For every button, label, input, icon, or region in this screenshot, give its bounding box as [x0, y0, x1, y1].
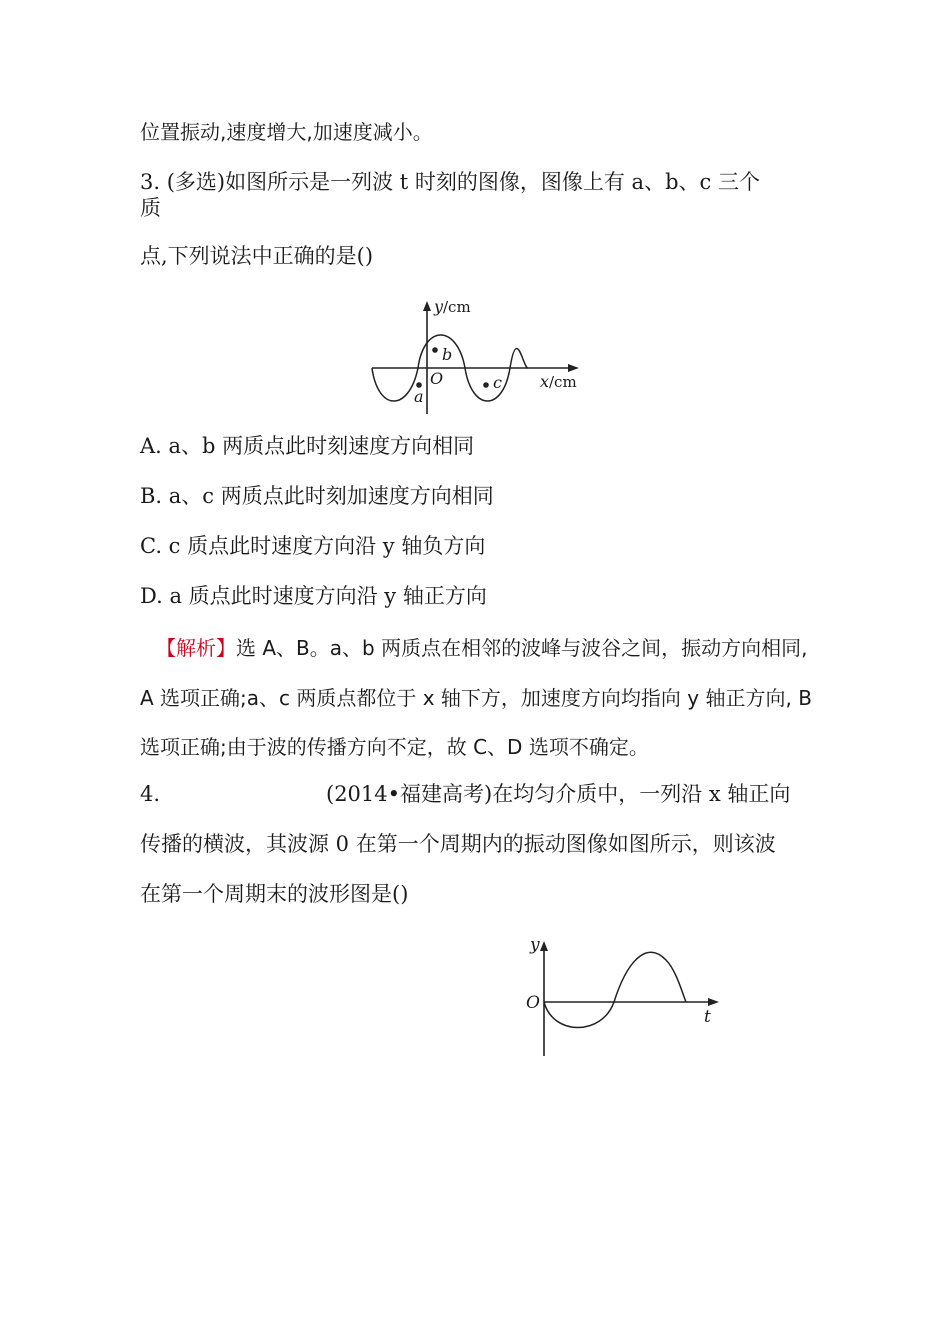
vibration-figure: [520, 936, 730, 1061]
option-d: D. a 质点此时速度方向沿 y 轴正方向: [140, 584, 487, 608]
answer-line-3: 选项正确;由于波的传播方向不定，故 C、D 选项不确定。: [140, 735, 649, 759]
point-a-label: a: [414, 387, 424, 406]
y-axis-label: y: [530, 935, 540, 955]
x-axis-arrow: [568, 364, 579, 372]
y-axis-arrow: [423, 301, 431, 311]
point-b: [432, 347, 438, 353]
y-axis-unit: /cm: [443, 298, 471, 316]
point-b-label: b: [442, 345, 453, 364]
t-axis-label: t: [704, 1007, 711, 1027]
origin-label: O: [430, 369, 444, 388]
question-4-line: 在第一个周期末的波形图是(): [140, 882, 409, 906]
vibration-curve: [544, 952, 686, 1027]
text-line: 位置振动,速度增大,加速度减小。: [140, 120, 433, 144]
answer-text: 选 A、B。a、b 两质点在相邻的波峰与波谷之间，振动方向相同,: [236, 636, 808, 660]
wave-figure: [360, 296, 590, 416]
question-3-line: 点,下列说法中正确的是(): [140, 244, 374, 268]
question-3-line: 3. (多选)如图所示是一列波 t 时刻的图像，图像上有 a、b、c 三个: [140, 170, 760, 194]
question-3-line: 质: [140, 196, 161, 220]
option-b: B. a、c 两质点此时刻加速度方向相同: [140, 484, 494, 508]
question-4-line: (2014•福建高考)在均匀介质中，一列沿 x 轴正向: [326, 782, 791, 806]
t-axis-arrow: [708, 998, 719, 1006]
x-axis-unit: /cm: [549, 373, 577, 391]
y-axis-arrow: [540, 941, 548, 951]
point-c-label: c: [493, 373, 502, 392]
option-a: A. a、b 两质点此时刻速度方向相同: [140, 434, 475, 458]
answer-line-2: A 选项正确;a、c 两质点都位于 x 轴下方，加速度方向均指向 y 轴正方向, B: [140, 686, 812, 710]
question-4-line: 传播的横波，其波源 0 在第一个周期内的振动图像如图所示，则该波: [140, 832, 776, 856]
point-c: [483, 382, 489, 388]
x-axis-label: x: [540, 372, 550, 391]
y-axis-label: y: [434, 297, 444, 316]
option-c: C. c 质点此时速度方向沿 y 轴负方向: [140, 534, 486, 558]
answer-line-1: [156, 638, 807, 658]
question-4-number: 4.: [140, 782, 161, 806]
answer-tag: 【解析】: [156, 636, 236, 660]
origin-label: O: [526, 993, 540, 1013]
